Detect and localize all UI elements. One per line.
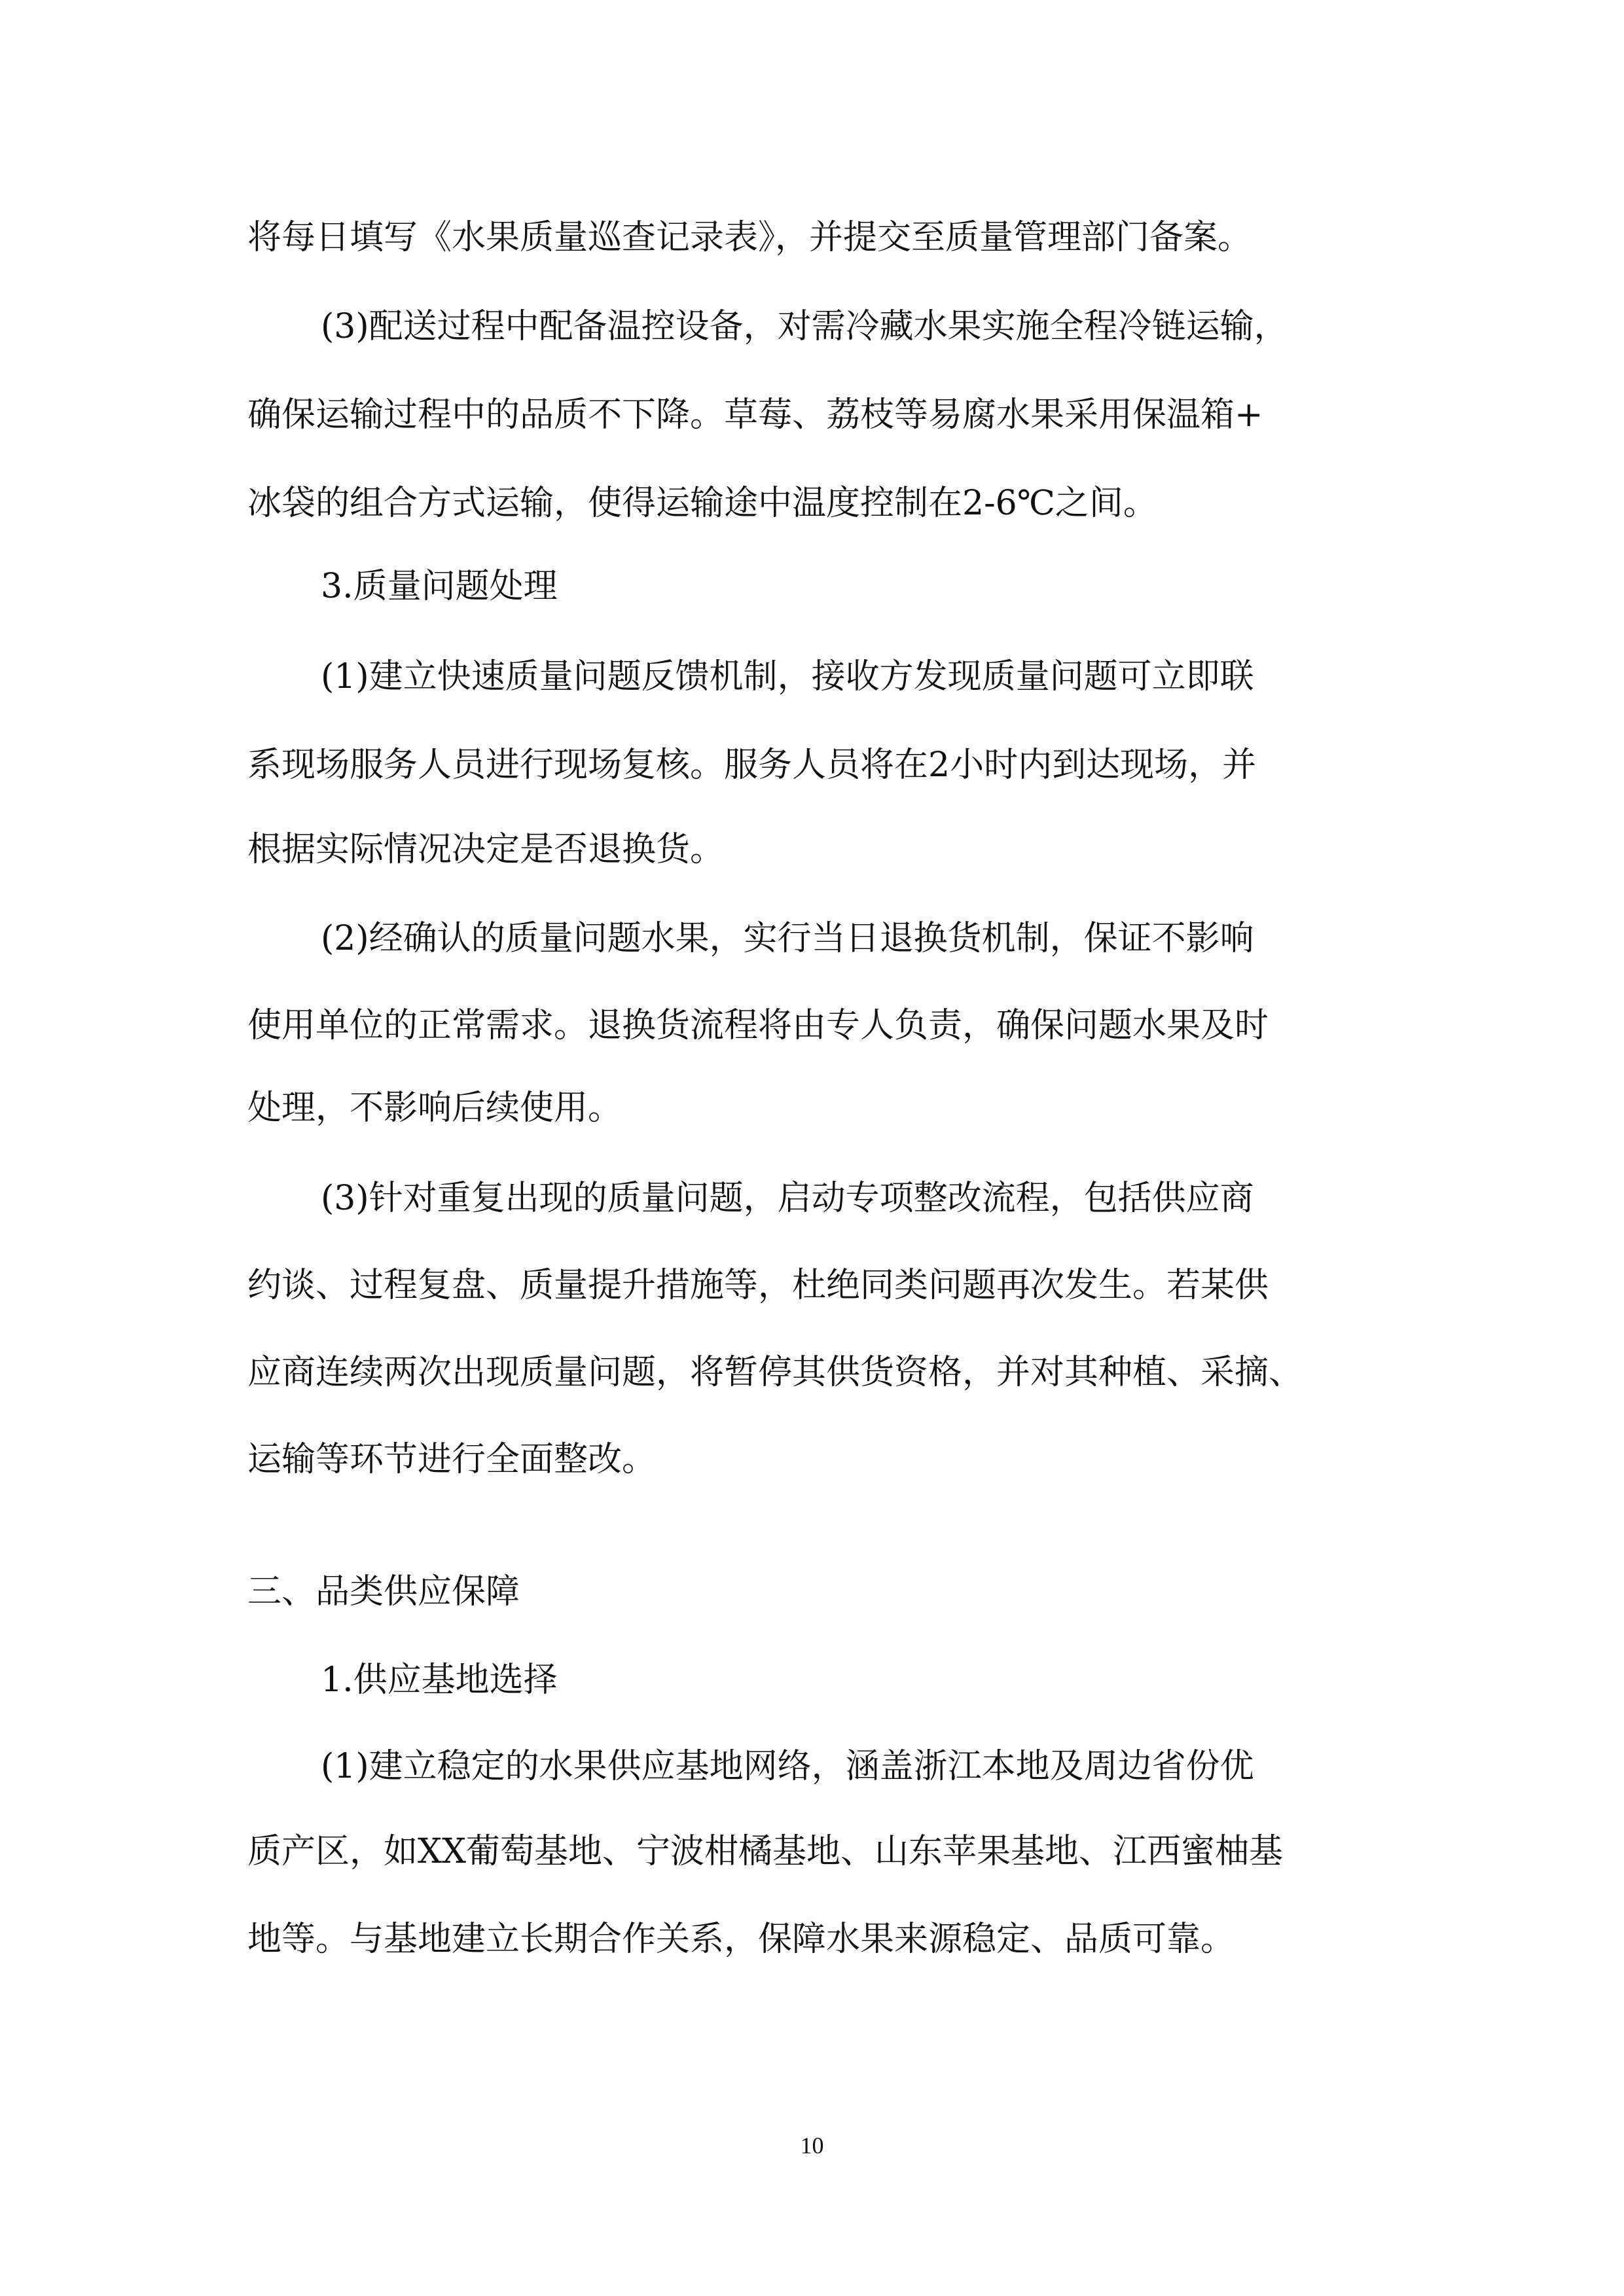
text-line-11: 处理，不影响后续使用。 <box>247 1088 623 1128</box>
text-line-15: 运输等环节进行全面整改。 <box>247 1440 657 1479</box>
text-line-19: 质产区，如XX葡萄基地、宁波柑橘基地、山东苹果基地、江西蜜柚基 <box>247 1832 1284 1871</box>
page-number: 10 <box>800 2132 824 2159</box>
text-line-2: (3)配送过程中配备温控设备，对需冷藏水果实施全程冷链运输， <box>321 307 1288 346</box>
text-line-13: 约谈、过程复盘、质量提升措施等，杜绝同类问题再次发生。若某供 <box>247 1266 1269 1305</box>
text-line-4: 冰袋的组合方式运输，使得运输途中温度控制在2-6℃之间。 <box>247 484 1157 523</box>
text-line-14: 应商连续两次出现质量问题，将暂停其供货资格，并对其种植、采摘、 <box>247 1353 1303 1392</box>
chapter-heading-category-supply: 三、品类供应保障 <box>247 1572 520 1611</box>
text-line-1: 将每日填写《水果质量巡查记录表》，并提交至质量管理部门备案。 <box>247 218 1252 257</box>
text-line-12: (3)针对重复出现的质量问题，启动专项整改流程，包括供应商 <box>321 1179 1254 1218</box>
text-line-7: 系现场服务人员进行现场复核。服务人员将在2小时内到达现场，并 <box>247 745 1257 785</box>
text-line-10: 使用单位的正常需求。退换货流程将由专人负责，确保问题水果及时 <box>247 1006 1269 1045</box>
text-line-6: (1)建立快速质量问题反馈机制，接收方发现质量问题可立即联 <box>321 657 1254 696</box>
text-line-3: 确保运输过程中的品质不下降。草莓、荔枝等易腐水果采用保温箱+ <box>247 395 1263 435</box>
section-heading-quality-issues: 3.质量问题处理 <box>321 567 558 606</box>
text-line-8: 根据实际情况决定是否退换货。 <box>247 830 725 869</box>
text-line-18: (1)建立稳定的水果供应基地网络，涵盖浙江本地及周边省份优 <box>321 1747 1254 1786</box>
text-line-9: (2)经确认的质量问题水果，实行当日退换货机制，保证不影响 <box>321 919 1254 958</box>
text-line-20: 地等。与基地建立长期合作关系，保障水果来源稳定、品质可靠。 <box>247 1920 1235 1959</box>
section-heading-supply-base: 1.供应基地选择 <box>321 1660 558 1700</box>
